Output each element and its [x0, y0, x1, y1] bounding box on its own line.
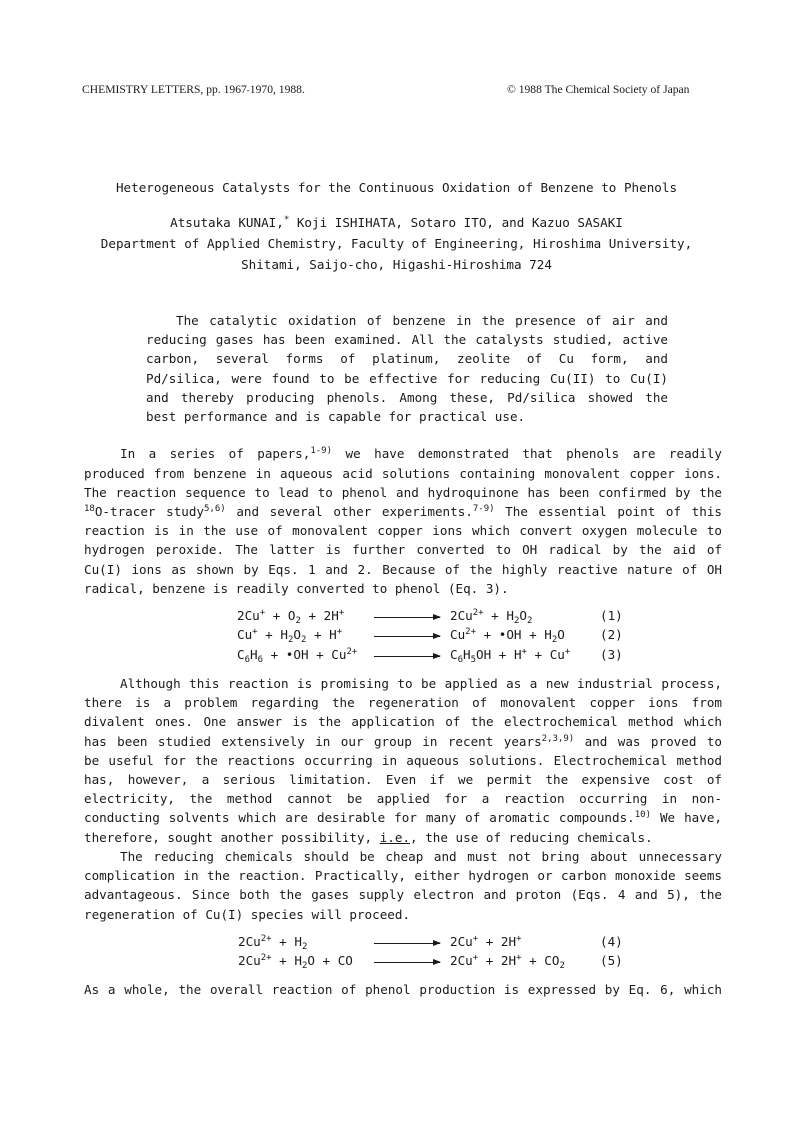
- body-line: produced from benzene in aqueous acid solutions containing monovalent copper ions.: [84, 466, 722, 481]
- body-line: has been studied extensively in our group in recent years$^{2,3,9)}$ and was proved to: [84, 734, 722, 749]
- equation-3-left: $C_6H_6$ + •OH + $Cu^{2+}$: [237, 647, 358, 665]
- equation-2-right: $Cu^{2+}$ + •OH + $H_2O$: [450, 627, 565, 645]
- equation-number: (3): [600, 647, 623, 662]
- body-line: electricity, the method cannot be applied for a reaction occurring in non-: [84, 791, 722, 806]
- body-line: reaction is in the use of monovalent copper ions which convert oxygen molecule to: [84, 523, 722, 538]
- affiliation-line-2: Shitami, Saijo-cho, Higashi-Hiroshima 724: [241, 257, 552, 272]
- equation-1-left: $2Cu^+ + O_2 + 2H^+$: [237, 608, 345, 626]
- body-line: In a series of papers,$^{1-9)}$ we have demonstrated that phenols are readily: [120, 446, 722, 461]
- reaction-arrow-icon: [374, 656, 440, 657]
- body-line: $^{18}$O-tracer study$^{5,6)}$ and several other experiments.$^{7-9)}$ The essential point of this: [84, 504, 722, 519]
- body-line: divalent ones. One answer is the application of the electrochemical method which: [84, 714, 722, 729]
- body-line: hydrogen peroxide. The latter is further converted to OH radical by the aid of: [84, 542, 722, 557]
- body-line: The reducing chemicals should be cheap and must not bring about unnecessary: [120, 849, 722, 864]
- equation-4-right: 2Cu+ + 2H+: [450, 934, 522, 949]
- body-line: has, however, a serious limitation. Even if we permit the expensive cost of: [84, 772, 722, 787]
- reaction-arrow-icon: [374, 943, 440, 944]
- reaction-arrow-icon: [374, 636, 440, 637]
- abstract-line: Pd/silica, were found to be effective for reducing Cu(II) to Cu(I): [146, 371, 668, 386]
- body-line: regeneration of Cu(I) species will proceed.: [84, 907, 411, 922]
- abstract-line: best performance and is capable for practical use.: [146, 409, 526, 424]
- body-line: there is a problem regarding the regeneration of monovalent copper ions from: [84, 695, 722, 710]
- running-header-copyright: © 1988 The Chemical Society of Japan: [507, 83, 690, 96]
- equation-5-right: $2Cu^+ + 2H^+ + CO_2$: [450, 953, 565, 971]
- body-line: The reaction sequence to lead to phenol and hydroquinone has been confirmed by the: [84, 485, 722, 500]
- equation-4-left: $2Cu^{2+} + H_2$: [238, 934, 308, 952]
- reaction-arrow-icon: [374, 617, 440, 618]
- equation-5-left: $2Cu^{2+} + H_2O$ + CO: [238, 953, 353, 971]
- body-line: advantageous. Since both the gases supply electron and proton (Eqs. 4 and 5), the: [84, 887, 722, 902]
- affiliation-line-1: Department of Applied Chemistry, Faculty of Engineering, Hiroshima University,: [100, 236, 693, 251]
- body-line: conducting solvents which are desirable for many of aromatic compounds.$^{10)}$ We have,: [84, 810, 722, 825]
- abstract-line: carbon, several forms of platinum, zeolite of Cu form, and: [146, 351, 668, 366]
- running-header-journal: CHEMISTRY LETTERS, pp. 1967-1970, 1988.: [82, 83, 305, 96]
- authors: Atsutaka KUNAI,* Koji ISHIHATA, Sotaro ITO, and Kazuo SASAKI: [170, 215, 623, 230]
- equation-3-right: $C_6H_5OH + H^+ + Cu^+$: [450, 647, 571, 665]
- equation-number: (1): [600, 608, 623, 623]
- body-line: Cu(I) ions as shown by Eqs. 1 and 2. Because of the highly reactive nature of OH: [84, 562, 722, 577]
- body-line: radical, benzene is readily converted to phenol (Eq. 3).: [84, 581, 509, 596]
- body-line: Although this reaction is promising to be applied as a new industrial process,: [120, 676, 722, 691]
- body-line: therefore, sought another possibility, i.e., the use of reducing chemicals.: [84, 830, 653, 845]
- abstract-line: and thereby producing phenols. Among these, Pd/silica showed the: [146, 390, 668, 405]
- body-line: complication in the reaction. Practically, either hydrogen or carbon monoxide seems: [84, 868, 722, 883]
- reaction-arrow-icon: [374, 962, 440, 963]
- equation-1-right: $2Cu^{2+} + H_2O_2$: [450, 608, 533, 626]
- equation-number: (5): [600, 953, 623, 968]
- body-line: As a whole, the overall reaction of phenol production is expressed by Eq. 6, which: [84, 982, 722, 997]
- body-line: be useful for the reactions occurring in aqueous solutions. Electrochemical method: [84, 753, 722, 768]
- equation-2-left: $Cu^+ + H_2O_2 + H^+$: [237, 627, 343, 645]
- equation-number: (2): [600, 627, 623, 642]
- abstract-line: The catalytic oxidation of benzene in the presence of air and: [176, 313, 668, 328]
- abstract-line: reducing gases has been examined. All the catalysts studied, active: [146, 332, 668, 347]
- paper-title: Heterogeneous Catalysts for the Continuous Oxidation of Benzene to Phenols: [115, 180, 678, 195]
- equation-number: (4): [600, 934, 623, 949]
